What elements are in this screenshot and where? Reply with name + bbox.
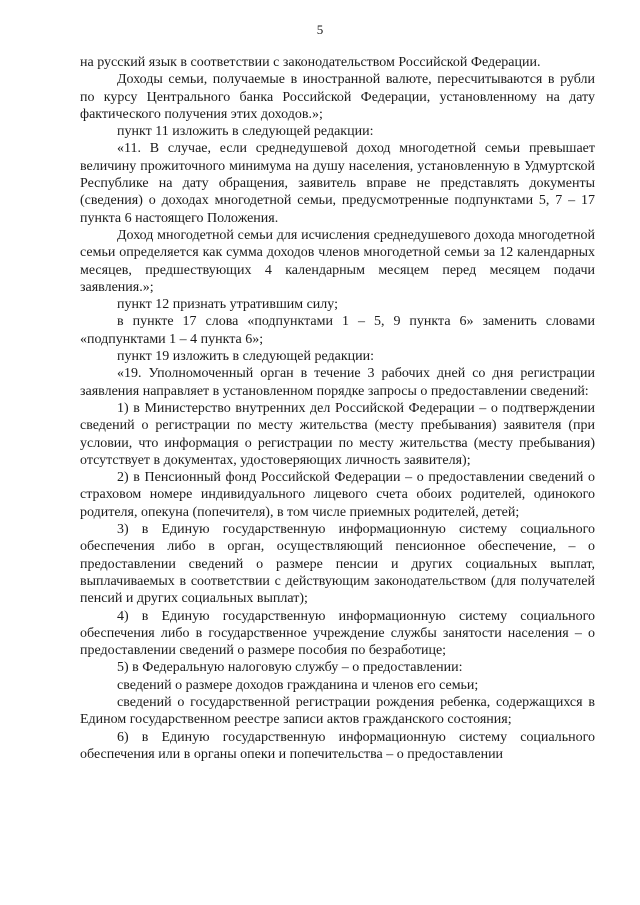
paragraph: 6) в Единую государственную информационную систему социального обеспечения или в органы опеки и попечительства – о предоставлении [80,729,595,762]
paragraph: 4) в Единую государственную информационную систему социального обеспечения либо в государственное учреждение службы занятости населения – о предоставлении сведений о размере пособия по безработице; [80,608,595,659]
paragraph: 5) в Федеральную налоговую службу – о предоставлении: [117,660,463,676]
paragraph: в пункте 17 слова «подпунктами 1 – 5, 9 пункта 6» заменить словами «подпунктами 1 – 4 пункта 6»; [80,314,595,347]
paragraph: пункт 11 изложить в следующей редакции: [117,124,374,140]
paragraph: сведений о размере доходов гражданина и членов его семьи; [117,677,479,693]
paragraph: 1) в Министерство внутренних дел Российской Федерации – о подтверждении сведений о регистрации по месту жительства (месту пребывания) заявителя (при условии, что информация о регистрации по месту жительства (месту пребывания) отсутствует в документах, удостоверяющих личность заявителя); [80,400,595,468]
document-body [80,54,595,763]
paragraph: Доход многодетной семьи для исчисления среднедушевого дохода многодетной семьи определяется как сумма доходов членов многодетной семьи за 12 календарных месяцев, предшествующих 4 календарным месяцем перед месяцем подачи заявления.»; [80,227,595,295]
paragraph: пункт 19 изложить в следующей редакции: [117,349,374,365]
paragraph: «11. В случае, если среднедушевой доход многодетной семьи превышает величину прожиточного минимума на душу населения, установленную в Удмуртской Республике на дату обращения, заявитель вправе не представлять документы (сведения) о доходах многодетной семьи, предусмотренные подпунктами 5, 7 – 17 пункта 6 настоящего Положения. [80,141,595,226]
paragraph: пункт 12 признать утратившим силу; [117,297,338,313]
paragraph: 2) в Пенсионный фонд Российской Федерации – о предоставлении сведений о страховом номере индивидуального лицевого счета обоих родителей, одинокого родителя, опекуна (попечителя), в том числе приемных родителей, детей; [80,470,595,520]
paragraph: на русский язык в соответствии с законодательством Российской Федерации. [80,55,541,70]
paragraph: сведений о государственной регистрации рождения ребенка, содержащихся в Едином государственном реестре записи актов гражданского состояния; [80,694,595,728]
page-number: 5 [316,22,324,37]
paragraph: «19. Уполномоченный орган в течение 3 рабочих дней со дня регистрации заявления направляет в установленном порядке запросы о предоставлении сведений: [80,366,595,399]
paragraph: 3) в Единую государственную информационную систему социального обеспечения либо в орган, осуществляющий пенсионное обеспечение, – о предоставлении сведений о размере пенсии и других социальных выплат, выплачиваемых в соответствии с действующим законодательством (для получателей пенсий и других социальных выплат); [80,522,595,607]
paragraph: Доходы семьи, получаемые в иностранной валюте, пересчитываются в рубли по курсу Центрального банка Российской Федерации, установленному на дату фактического получения этих доходов.»; [80,72,595,122]
